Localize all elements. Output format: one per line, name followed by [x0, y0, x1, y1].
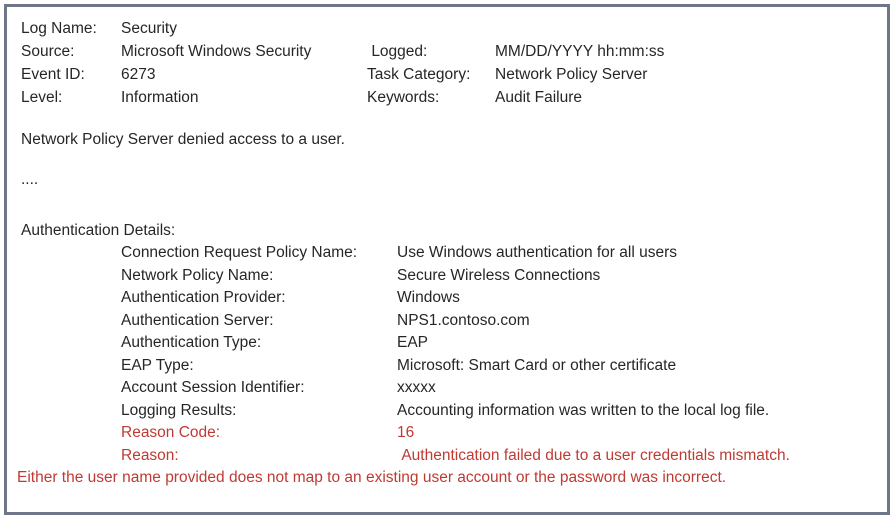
event-log-panel: [4, 4, 890, 515]
detail-value-reason-code: 16: [397, 424, 415, 441]
detail-value-connection-request-policy: Use Windows authentication for all users: [397, 244, 677, 261]
field-value-level: Information: [121, 89, 199, 106]
field-value-event-id: 6273: [121, 66, 156, 83]
omitted-text-ellipsis: ....: [21, 171, 39, 188]
detail-value-authentication-server: NPS1.contoso.com: [397, 311, 530, 329]
field-value-logged: MM/DD/YYYY hh:mm:ss: [495, 43, 665, 60]
field-value-source: Microsoft Windows Security: [121, 43, 312, 60]
detail-value-authentication-type: EAP: [397, 334, 429, 351]
field-label-source: Source:: [21, 43, 75, 60]
detail-label-authentication-server: Authentication Server:: [121, 311, 274, 329]
authentication-details-list: [121, 242, 873, 467]
field-label-keywords: Keywords:: [367, 89, 440, 106]
field-value-task-category: Network Policy Server: [495, 66, 648, 83]
section-title-authentication-details: Authentication Details:: [21, 222, 176, 239]
detail-label-network-policy-name: Network Policy Name:: [121, 266, 274, 284]
detail-label-account-session-identifier: Account Session Identifier:: [121, 379, 305, 396]
detail-label-authentication-provider: Authentication Provider:: [121, 289, 286, 306]
detail-value-authentication-provider: Windows: [397, 289, 460, 306]
detail-label-connection-request-policy: Connection Request Policy Name:: [121, 244, 358, 261]
field-value-keywords: Audit Failure: [495, 89, 583, 106]
detail-label-reason-code: Reason Code:: [121, 424, 221, 441]
detail-value-network-policy-name: Secure Wireless Connections: [397, 266, 601, 284]
detail-label-logging-results: Logging Results:: [121, 401, 237, 419]
detail-value-account-session-identifier: xxxxx: [397, 379, 436, 396]
detail-label-eap-type: EAP Type:: [121, 356, 194, 374]
reason-continuation-text: Either the user name provided does not map to an existing user account or the password was incorrect.: [17, 469, 727, 486]
header-spacer: [495, 17, 873, 40]
field-label-logged: Logged:: [367, 43, 428, 60]
field-value-log-name: Security: [121, 20, 177, 37]
detail-label-authentication-type: Authentication Type:: [121, 334, 262, 351]
event-header: [21, 17, 873, 109]
detail-value-reason: Authentication failed due to a user credentials mismatch.: [397, 446, 790, 464]
detail-value-eap-type: Microsoft: Smart Card or other certificate: [397, 356, 677, 374]
event-summary: Network Policy Server denied access to a user.: [21, 131, 345, 148]
detail-value-logging-results: Accounting information was written to the local log file.: [397, 401, 770, 419]
field-label-level: Level:: [21, 89, 63, 106]
field-label-task-category: Task Category:: [367, 66, 471, 83]
field-label-event-id: Event ID:: [21, 66, 85, 83]
field-label-log-name: Log Name:: [21, 20, 97, 37]
header-spacer: [367, 17, 495, 40]
detail-label-reason: Reason:: [121, 446, 179, 464]
